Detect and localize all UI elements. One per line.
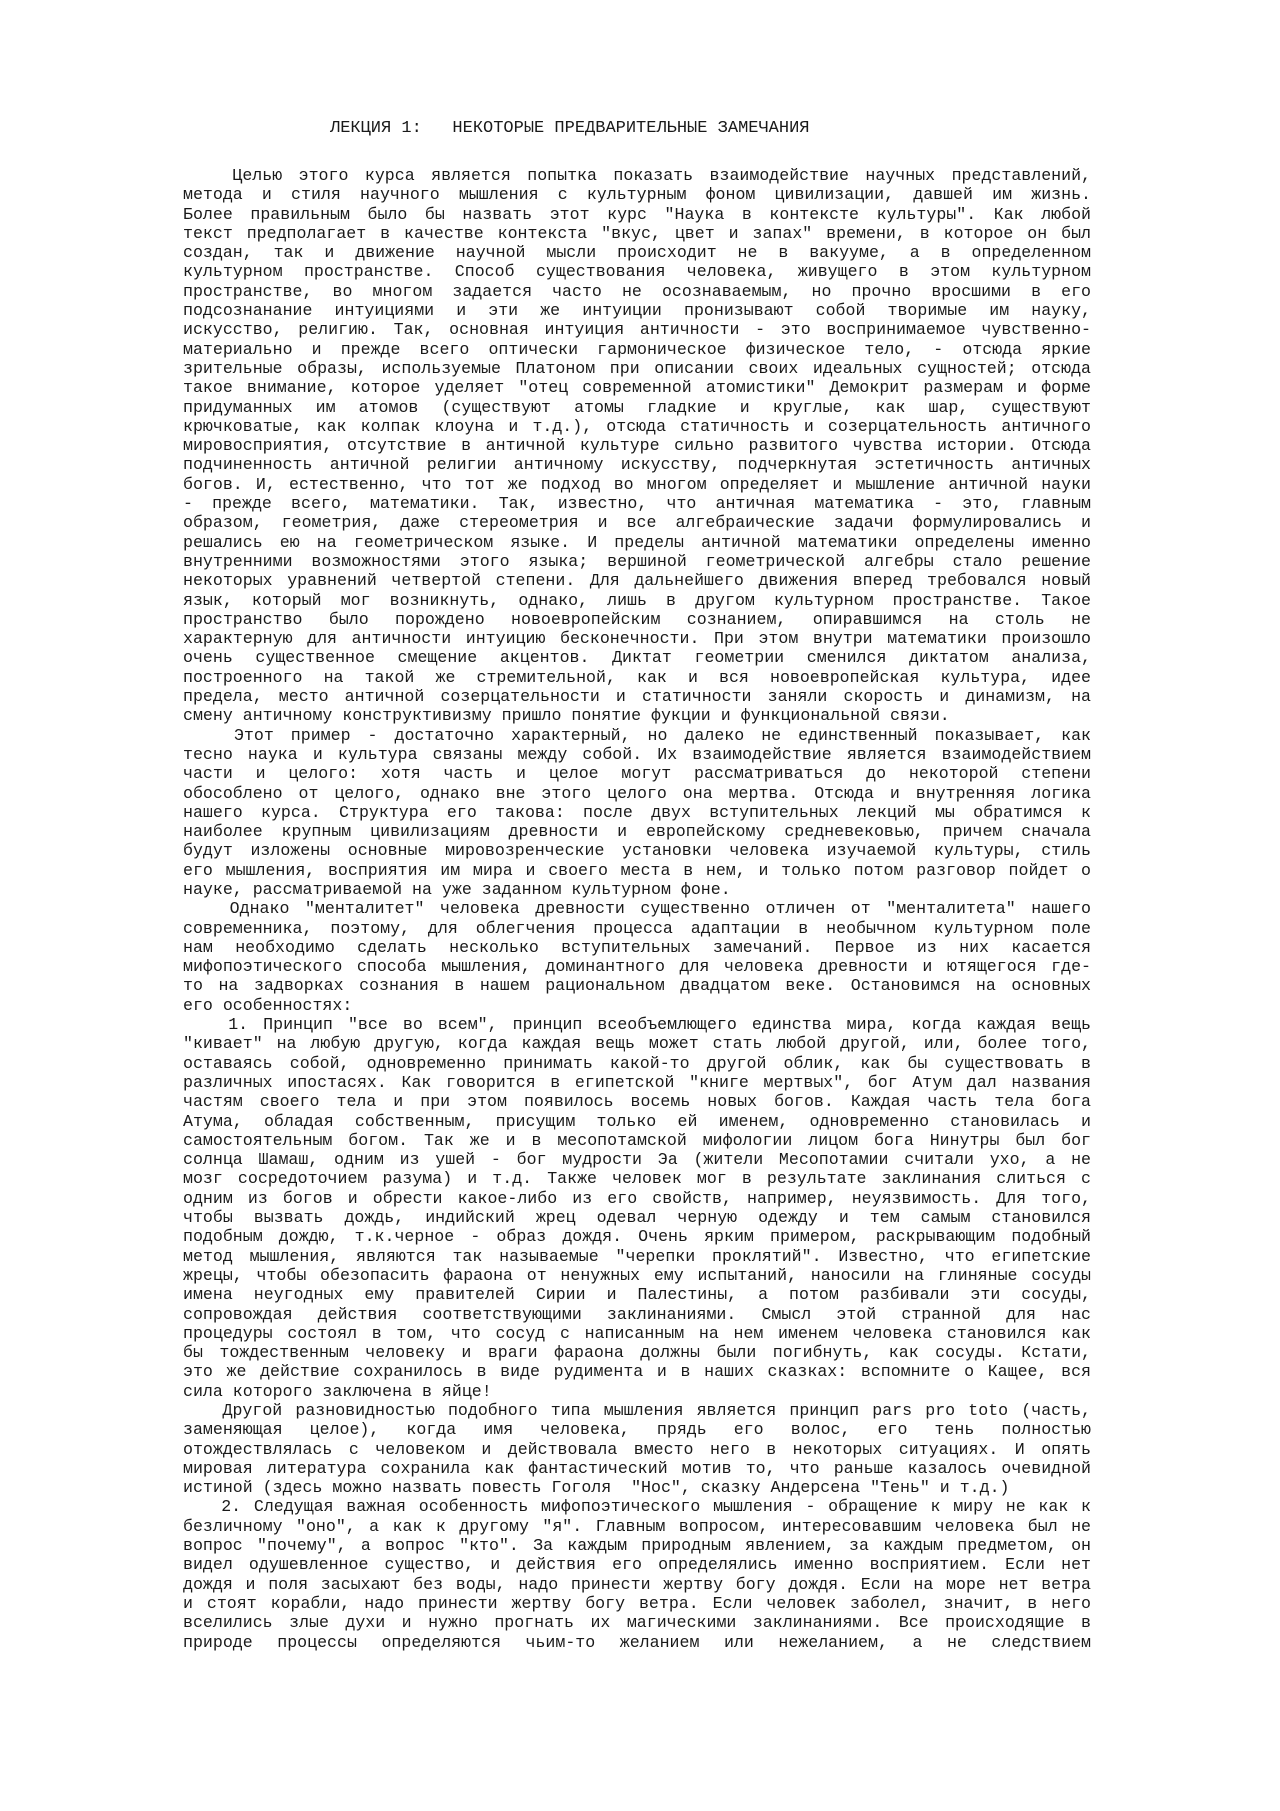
text-line: видел одушевленное существо, и действия его определялись именно восприятием. Если нет — [183, 1555, 1091, 1575]
text-line: зрительные образы, используемые Платоном при описании своих идеальных сущностей; отсюда — [183, 358, 1091, 378]
text-line: солнца Шамаш, одним из ушей - бог мудрости Эа (жители Месопотамии считали ухо, а не — [183, 1150, 1091, 1170]
text-line: нам необходимо сделать несколько вступительных замечаний. Первое из них касается — [183, 937, 1091, 957]
text-line: смену античному конструктивизму пришло понятие фукции и функциональной связи. — [183, 706, 950, 726]
text-line: подчиненность античной религии античному искусству, подчеркнутая эстетичность античных — [183, 455, 1091, 475]
text-line: частям своего тела и при этом появилось восемь новых богов. Каждая часть тела бога — [183, 1092, 1091, 1112]
text-line: построенного на такой же стремительной, как и вся новоевропейская культура, идее — [183, 667, 1091, 687]
text-line: мировосприятия, отсутствие в античной культуре сильно развитого чувства истории. Отсюда — [183, 436, 1091, 456]
text-line: природе процессы определяются чьим-то желанием или нежеланием, а не следствием — [183, 1632, 1091, 1652]
text-line: сопровождая действия соответствующими заклинаниями. Смысл этой странной для нас — [183, 1304, 1091, 1324]
text-line: процедуры состоял в том, что сосуд с написанным на нем именем человека становился как — [183, 1323, 1091, 1343]
text-line: такое внимание, которое уделяет "отец современной атомистики" Демокрит размерам и форме — [183, 378, 1091, 398]
text-line: вселились злые духи и нужно прогнать их магическими заклинаниями. Все происходящие в — [183, 1613, 1091, 1633]
text-line: Более правильным было бы назвать этот курс "Наука в контексте культуры". Как любой — [183, 204, 1091, 224]
text-line: 1. Принцип "все во всем", принцип всеобъемлющего единства мира, когда каждая вещь — [183, 1015, 1091, 1035]
text-line: Другой разновидностью подобного типа мышления является принцип pars pro toto (часть, — [183, 1401, 1091, 1420]
text-line: безличному "оно", а как к другому "я". Главным вопросом, интересовавшим человека был не — [183, 1516, 1091, 1536]
text-line: то на задворках сознания в нашем рациональном двадцатом веке. Остановимся на основных — [183, 976, 1091, 996]
text-line: вопрос "почему", а вопрос "кто". За каждым природным явлением, за каждым предметом, он — [183, 1536, 1091, 1556]
text-line: Однако "менталитет" человека древности существенно отличен от "менталитета" нашего — [183, 899, 1091, 919]
text-line: "кивает" на любую другую, когда каждая вещь может стать любой другой, или, более того, — [183, 1034, 1091, 1054]
text-line: его особенностях: — [183, 995, 353, 1015]
text-line: 2. Следущая важная особенность мифопоэтического мышления - обращение к миру не как к — [183, 1497, 1091, 1517]
text-line: отождествлялась с человеком и действовала вместо него в некоторых ситуациях. И опять — [183, 1439, 1091, 1459]
text-line: пространстве, во многом задается часто не осознаваемым, но прочно вросшими в его — [183, 281, 1091, 301]
text-line: современника, поэтому, для облегчения процесса адаптации в необычном культурном поле — [183, 918, 1091, 938]
text-line: бы тождественным человеку и враги фараона должны были погибнуть, как сосуды. Кстати, — [183, 1343, 1091, 1363]
text-line: мифопоэтического способа мышления, доминантного для человека древности и ютящегося где- — [183, 957, 1091, 977]
text-line: крючковатые, как колпак клоуна и т.д.), отсюда статичность и созерцательность античного — [183, 416, 1091, 436]
text-line: богов. И, естественно, что тот же подход во многом определяет и мышление античной науки — [183, 474, 1091, 494]
text-line: и стоят корабли, надо принести жертву богу ветра. Если человек заболел, значит, в него — [183, 1593, 1091, 1613]
text-line: самостоятельным богом. Так же и в месопотамской мифологии лицом бога Нинутры был бог — [183, 1130, 1091, 1150]
text-line: образом, геометрия, даже стереометрия и все алгебраические задачи формулировались и — [183, 513, 1091, 533]
text-line: - прежде всего, математики. Так, известно, что античная математика - это, главным — [183, 494, 1091, 514]
text-line: обособлено от целого, однако вне этого целого она мертва. Отсюда и внутренняя логика — [183, 783, 1091, 803]
text-line: тесно наука и культура связаны между собой. Их взаимодействие является взаимодействием — [183, 744, 1091, 764]
text-line: чтобы вызвать дождь, индийский жрец одевал черную одежду и тем самым становился — [183, 1208, 1091, 1228]
text-line: язык, который мог возникнуть, однако, лишь в другом культурном пространстве. Такое — [183, 590, 1091, 610]
text-line: сила которого заключена в яйце! — [183, 1381, 492, 1401]
text-line: предела, место античной созерцательности и статичности заняли скорость и динамизм, на — [183, 687, 1091, 707]
text-line: одним из богов и обрести какое-либо из его свойств, например, неуязвимость. Для того, — [183, 1188, 1091, 1208]
text-line: будут изложены основные мировозренческие установки человека изучаемой культуры, стиль — [183, 841, 1091, 861]
text-line: мозг сосредоточием разума) и т.д. Также человек мог в результате заклинания слиться с — [183, 1169, 1091, 1189]
text-line: культурном пространстве. Способ существования человека, живущего в этом культурном — [183, 262, 1091, 282]
text-line: науке, рассматриваемой на уже заданном культурном фоне. — [183, 879, 731, 899]
text-line: истиной (здесь можно назвать повесть Гоголя "Нос", сказку Андерсена "Тень" и т.д.) — [183, 1478, 1010, 1498]
text-line: мировая литература сохранила как фантастический мотив то, что раньше казалось очевидной — [183, 1458, 1091, 1478]
text-line: материально и прежде всего оптически гармоническое физическое тело, - отсюда яркие — [183, 339, 1091, 359]
text-line: его мышления, восприятия им мира и своего места в нем, и только потом разговор пойдет о — [183, 860, 1091, 880]
text-line: очень существенное смещение акцентов. Диктат геометрии сменился диктатом анализа, — [183, 648, 1091, 668]
text-line: характерную для античности интуицию бесконечности. При этом внутри математики произошло — [183, 629, 1091, 649]
text-line: решались ею на геометрическом языке. И пределы античной математики определены именно — [183, 532, 1091, 552]
text-line: это же действие сохранилось в виде рудимента и в наших сказках: вспомните о Кащее, вся — [183, 1362, 1091, 1382]
text-line: жрецы, чтобы обезопасить фараона от ненужных ему испытаний, наносили на глиняные сосуды — [183, 1265, 1091, 1285]
text-line: подобным дождю, т.к.черное - образ дождя. Очень ярким примером, раскрывающим подобный — [183, 1227, 1091, 1247]
text-line: наиболее крупным цивилизациям древности и европейскому средневековью, причем сначала — [183, 822, 1091, 842]
text-line: Этот пример - достаточно характерный, но далеко не единственный показывает, как — [183, 725, 1091, 745]
text-line: нашего курса. Структура его такова: после двух вступительных лекций мы обратимся к — [183, 802, 1091, 822]
text-line: подсознанание интуициями и эти же интуиции пронизывают собой творимые им науку, — [183, 301, 1091, 321]
text-line: метода и стиля научного мышления с культурным фоном цивилизации, давшей им жизнь. — [183, 185, 1091, 205]
text-line: текст предполагает в качестве контекста "вкус, цвет и запах" времени, в которое он был — [183, 223, 1091, 243]
lecture-body — [183, 166, 1091, 1652]
text-line: части и целого: хотя часть и целое могут рассматриваться до некоторой степени — [183, 764, 1091, 784]
text-line: некоторых уравнений четвертой степени. Для дальнейшего движения вперед требовался новый — [183, 571, 1091, 591]
text-line: искусство, религию. Так, основная интуиция античности - это воспринимаемое чувственно- — [183, 320, 1091, 340]
text-line: создан, так и движение научной мысли происходит не в вакууме, а в определенном — [183, 243, 1091, 263]
lecture-title: ЛЕКЦИЯ 1: НЕКОТОРЫЕ ПРЕДВАРИТЕЛЬНЫЕ ЗАМЕЧАНИЯ — [330, 119, 810, 138]
text-line: заменяющая целое), когда имя человека, прядь его волос, его тень полностью — [183, 1420, 1091, 1440]
text-line: оставаясь собой, одновременно принимать какой-то другой облик, как бы существовать в — [183, 1053, 1091, 1073]
text-line: Атума, обладая собственным, присущим только ей именем, одновременно становилась и — [183, 1111, 1091, 1131]
text-line: пространство было порождено новоевропейским сознанием, опиравшимся на столь не — [183, 609, 1091, 629]
text-line: дождя и поля засыхают без воды, надо принести жертву богу дождя. Если на море нет ветра — [183, 1574, 1091, 1594]
text-line: метод мышления, являются так называемые "черепки проклятий". Известно, что египетские — [183, 1246, 1091, 1266]
text-line: внутренними возможностями этого языка; вершиной геометрической алгебры стало решение — [183, 551, 1091, 571]
text-line: различных ипостасях. Как говорится в египетской "книге мертвых", бог Атум дал названия — [183, 1072, 1091, 1092]
text-line: Целью этого курса является попытка показать взаимодействие научных представлений, — [183, 166, 1091, 185]
text-line: имена неугодных ему правителей Сирии и Палестины, а потом разбивали эти сосуды, — [183, 1285, 1091, 1305]
text-line: придуманных им атомов (существуют атомы гладкие и круглые, как шар, существуют — [183, 397, 1091, 417]
